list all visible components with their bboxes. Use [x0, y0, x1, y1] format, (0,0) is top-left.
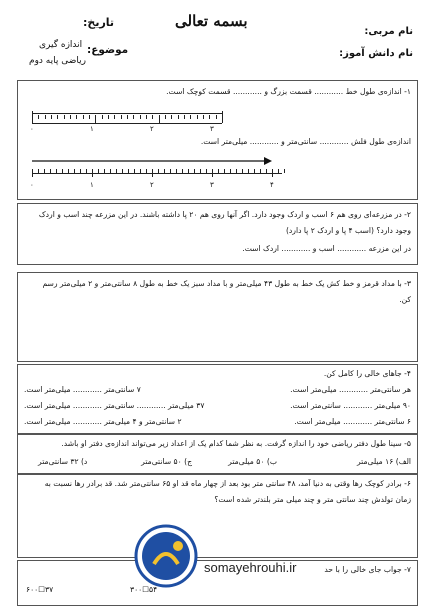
question-6: [17, 474, 418, 558]
teacher-label: نام مربی:: [364, 26, 413, 37]
ruler-tick: [266, 169, 267, 173]
ruler-tick: [206, 169, 207, 173]
ruler-tick: [190, 115, 191, 119]
ruler-tick: [176, 169, 177, 173]
ruler-tick: [70, 115, 71, 119]
subject-value-1: اندازه گیری: [39, 40, 83, 50]
ruler-tick: [171, 115, 172, 119]
ruler-tick: [89, 115, 90, 119]
ruler-tick: [64, 115, 65, 119]
ruler-tick: [102, 115, 103, 119]
ruler-tick: [222, 115, 223, 123]
ruler-tick: [134, 169, 135, 173]
ruler-tick: [116, 169, 117, 173]
ruler-1: [32, 103, 222, 133]
ruler-tick: [51, 115, 52, 119]
ruler-tick: [50, 169, 51, 173]
q4-item: ۹۰ میلی‌متر ............ سانتی‌متر است.: [290, 401, 411, 410]
ruler-1-label: ۱: [90, 125, 94, 133]
date-label: تاریخ:: [83, 16, 115, 29]
q4-item: ۷ سانتی‌متر ............ میلی‌متر است.: [24, 385, 141, 394]
ruler-tick: [122, 169, 123, 173]
ruler-tick: [194, 169, 195, 173]
ruler-tick: [236, 169, 237, 173]
student-label: نام دانش آموز:: [339, 48, 413, 59]
q3-line1: ۳- با مداد قرمز و خط کش یک خط به طول ۴۳ میلی‌متر و با مداد سبز یک خط به طول ۸ سانتی‌متر و ۲ میلی‌متر رسم: [42, 279, 411, 288]
ruler-tick: [230, 169, 231, 173]
ruler-tick: [146, 169, 147, 173]
ruler-tick: [146, 115, 147, 119]
ruler-tick: [76, 115, 77, 119]
ruler-tick: [68, 169, 69, 173]
ruler-1-label: ۲: [150, 125, 154, 133]
q4-item: هر سانتی‌متر ............ میلی‌متر است.: [290, 385, 411, 394]
ruler-tick: [95, 115, 96, 123]
ruler-tick: [140, 169, 141, 173]
ruler-tick: [272, 169, 273, 177]
ruler-tick: [209, 115, 210, 119]
ruler-tick: [170, 169, 171, 173]
ruler-2: [32, 155, 292, 191]
subject-value-2: ریاضی پایه دوم: [29, 56, 86, 66]
ruler-tick: [284, 169, 285, 173]
ruler-tick: [152, 115, 153, 119]
q4-item: ۳۷ میلی‌متر ............ سانتی‌متر ............ میلی‌متر است.: [24, 401, 205, 410]
ruler-2-label: ۱: [90, 181, 94, 189]
ruler-tick: [108, 115, 109, 119]
ruler-tick: [32, 115, 33, 123]
q2-line3: در این مزرعه ............ اسب و ............ اردک است.: [242, 244, 411, 253]
q5-option: الف) ۱۶ میلی‌متر: [356, 457, 411, 466]
ruler-tick: [178, 115, 179, 119]
ruler-tick: [184, 115, 185, 119]
ruler-tick: [104, 169, 105, 173]
q2-line1: ۲- در مزرعه‌ای روی هم ۶ اسب و اردک وجود دارد. اگر آنها روی هم ۲۰ پا داشته باشند. در این مزرعه چند اسب و اردک: [38, 210, 411, 219]
arrow-icon: [32, 155, 292, 167]
ruler-2-label: ۴: [270, 181, 274, 189]
ruler-tick: [164, 169, 165, 173]
ruler-tick: [197, 115, 198, 119]
ruler-tick: [83, 115, 84, 119]
ruler-tick: [98, 169, 99, 173]
ruler-tick: [200, 169, 201, 173]
ruler-tick: [92, 169, 93, 177]
ruler-tick: [114, 115, 115, 119]
ruler-tick: [127, 115, 128, 119]
site-logo: [134, 524, 198, 588]
q7-item: ۳۰۰☐۵۴: [130, 585, 158, 594]
q1-line2: اندازه‌ی طول فلش ............ سانتی‌متر و ............ میلی‌متر است.: [200, 137, 411, 146]
ruler-tick: [133, 115, 134, 119]
question-2: [17, 203, 418, 265]
ruler-tick: [56, 169, 57, 173]
ruler-tick: [212, 169, 213, 177]
ruler-tick: [260, 169, 261, 173]
question-4: [17, 364, 418, 434]
ruler-tick: [57, 115, 58, 119]
ruler-tick: [242, 169, 243, 173]
ruler-tick: [38, 169, 39, 173]
ruler-tick: [80, 169, 81, 173]
logo-icon: [134, 524, 198, 588]
ruler-tick: [182, 169, 183, 173]
ruler-tick: [165, 115, 166, 119]
question-3: [17, 272, 418, 362]
ruler-tick: [38, 115, 39, 119]
ruler-tick: [254, 169, 255, 173]
ruler-2-label: ۲: [150, 181, 154, 189]
ruler-tick: [62, 169, 63, 173]
ruler-tick: [121, 115, 122, 119]
ruler-tick: [248, 169, 249, 173]
q5-option: ب) ۵۰ میلی‌متر: [228, 457, 277, 466]
q7-item: ۶۰۰☐۳۷: [26, 585, 54, 594]
ruler-tick: [216, 115, 217, 119]
q4-item: ۲ سانتی‌متر و ۴ میلی‌متر ............ میلی‌متر است.: [24, 417, 182, 426]
ruler-tick: [110, 169, 111, 173]
q5-option: د) ۳۲ سانتی‌متر: [38, 457, 88, 466]
ruler-tick: [158, 169, 159, 173]
ruler-tick: [45, 115, 46, 119]
ruler-tick: [203, 115, 204, 119]
watermark-site: somayehrouhi.ir: [204, 560, 297, 575]
q1-line1: ۱- اندازه‌ی طول خط ............ قسمت بزرگ و ............ قسمت کوچک است.: [166, 87, 411, 96]
q5-line1: ۵- سینا طول دفتر ریاضی خود را اندازه گرفت. به نظر شما کدام یک از اعداد زیر می‌تواند اندازه‌ی دفتر او باشد.: [61, 439, 411, 448]
ruler-tick: [32, 169, 33, 177]
ruler-tick: [188, 169, 189, 173]
q4-item: ۶ سانتی‌متر ............ میلی‌متر است.: [294, 417, 411, 426]
ruler-tick: [128, 169, 129, 173]
question-5: [17, 434, 418, 474]
ruler-tick: [86, 169, 87, 173]
ruler-1-label: ۳: [210, 125, 214, 133]
ruler-tick: [224, 169, 225, 173]
ruler-tick: [159, 115, 160, 123]
ruler-tick: [44, 169, 45, 173]
ruler-tick: [218, 169, 219, 173]
page-title: بسمه تعالی: [175, 12, 248, 30]
header: [15, 4, 417, 76]
subject-label: موضوع:: [87, 44, 129, 56]
q3-line2: کن.: [399, 295, 411, 304]
q4-title: ۴- جاهای خالی را کامل کن.: [323, 369, 411, 378]
ruler-2-label: ۰: [30, 181, 34, 189]
q6-line2: زمان تولدش چند سانتی متر و چند میلی متر بلندتر شده است؟: [214, 495, 411, 504]
q6-line1: ۶- برادر کوچک رها وقتی به دنیا آمد، ۴۸ سانتی متر بود بعد از چهار ماه قد او ۶۵ سانتی‌متر شد. قد برادر رها نسبت به: [44, 479, 411, 488]
ruler-tick: [140, 115, 141, 119]
ruler-1-label: ۰: [30, 125, 34, 133]
question-1: [17, 80, 418, 200]
ruler-tick: [278, 169, 279, 173]
q7-line1: ۷- جواب جای خالی را با حد: [324, 565, 411, 574]
q2-line2: وجود دارد؟ (اسب ۴ پا و اردک ۲ پا دارد): [285, 226, 411, 235]
ruler-tick: [152, 169, 153, 177]
ruler-2-label: ۳: [210, 181, 214, 189]
q5-option: ج) ۵۰ سانتی‌متر: [141, 457, 192, 466]
ruler-tick: [74, 169, 75, 173]
